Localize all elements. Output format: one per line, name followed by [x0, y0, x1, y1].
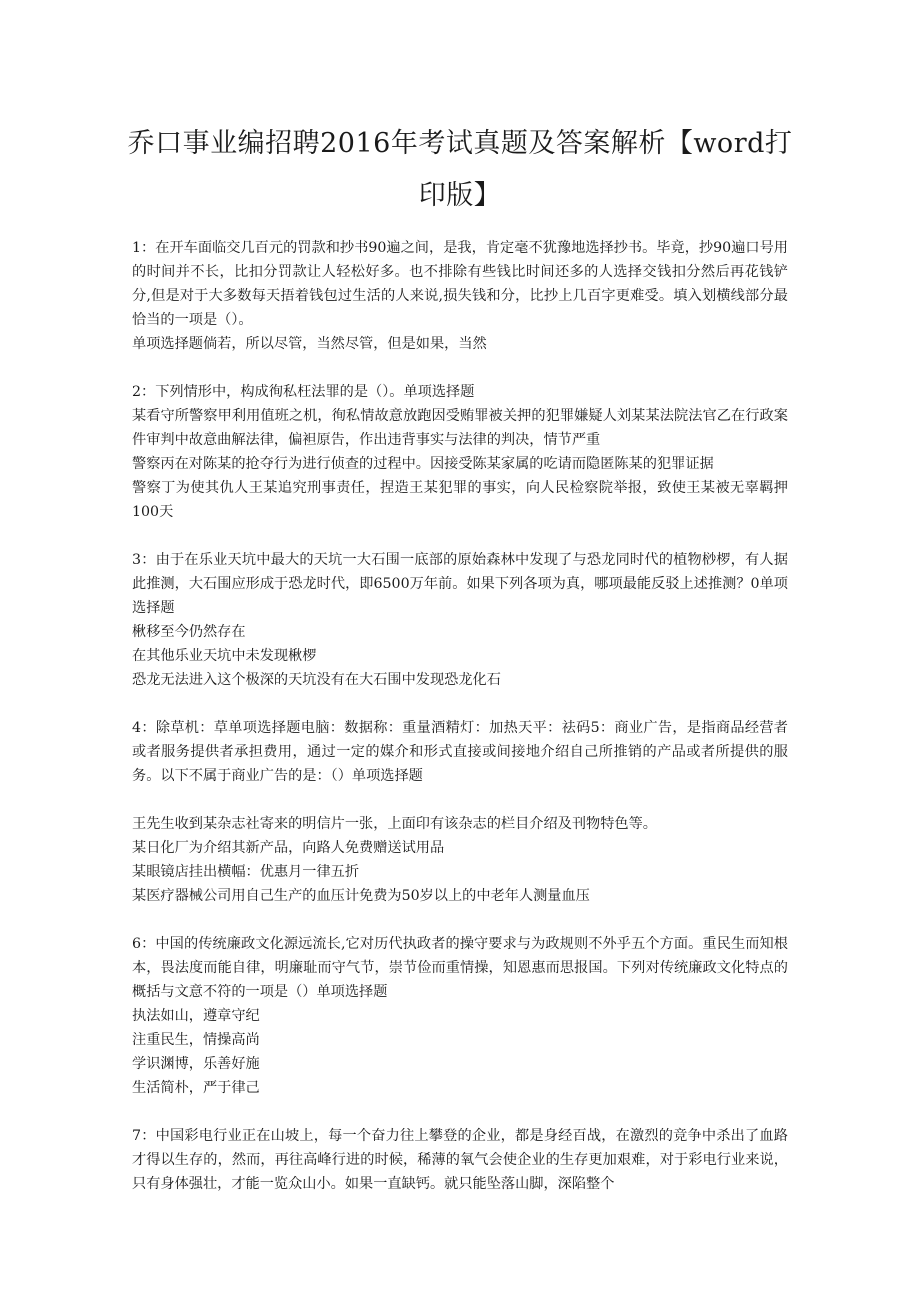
question-4 — [132, 716, 788, 908]
question-option: 生活简朴，严于律己 — [132, 1080, 260, 1096]
question-option: 警察丙在对陈某的抢夺行为进行侦查的过程中。因接受陈某家属的吃请而隐匿陈某的犯罪证据 — [132, 456, 714, 472]
question-3 — [132, 548, 788, 692]
question-option: 某医疗器械公司用自己生产的血压计免费为50岁以上的中老年人测量血压 — [132, 888, 590, 904]
question-stem: 4：除草机：草单项选择题电脑：数据称：重量酒精灯：加热天平：祛码5：商业广告，是指商品经营者或者服务提供者承担费用，通过一定的媒介和形式直接或间接地介绍自己所推销的产品或者所提供的服务。以下不属于商业广告的是：（）单项选择题 — [132, 720, 788, 784]
question-stem: 2：下列情形中，构成徇私枉法罪的是（）。单项选择题 — [132, 384, 475, 400]
question-6 — [132, 932, 788, 1100]
question-1 — [132, 236, 788, 356]
blank-line — [132, 788, 788, 812]
question-option: 某日化厂为介绍其新产品，向路人免费赠送试用品 — [132, 840, 445, 856]
question-option: 注重民生，情操高尚 — [132, 1032, 260, 1048]
question-7 — [132, 1124, 788, 1196]
question-option: 某看守所警察甲利用值班之机，徇私情故意放跑因受贿罪被关押的犯罪嫌疑人刘某某法院法官乙在行政案件审判中故意曲解法律，偏袒原告，作出违背事实与法律的判决，情节严重 — [132, 408, 788, 448]
document-body — [132, 236, 788, 1220]
question-option: 单项选择题倘若，所以尽管，当然尽管，但是如果，当然 — [132, 336, 487, 352]
question-option: 在其他乐业天坑中未发现楸椤 — [132, 648, 317, 664]
question-option: 警察丁为使其仇人王某追究刑事责任，捏造王某犯罪的事实，向人民检察院举报，致使王某被无辜羁押100天 — [132, 480, 788, 520]
question-stem: 3：由于在乐业天坑中最大的天坑一大石围一底部的原始森林中发现了与恐龙同时代的植物桫椤，有人据此推测，大石围应形成于恐龙时代，即6500万年前。如果下列各项为真，哪项最能反驳上述推测？0单项选择题 — [132, 552, 788, 616]
question-option: 王先生收到某杂志社寄来的明信片一张，上面印有该杂志的栏目介绍及刊物特色等。 — [132, 816, 657, 832]
question-stem: 6：中国的传统廉政文化源远流长,它对历代执政者的操守要求与为政规则不外乎五个方面。重民生而知根本，畏法度而能自律，明廉耻而守气节，崇节俭而重情操，知恩惠而思报国。下列对传统廉政文化特点的概括与文意不符的一项是（）单项选择题 — [132, 936, 788, 1000]
question-option: 恐龙无法进入这个极深的天坑没有在大石围中发现恐龙化石 — [132, 672, 501, 688]
question-2 — [132, 380, 788, 524]
question-option: 执法如山，遵章守纪 — [132, 1008, 260, 1024]
question-option: 某眼镜店挂出横幅：优惠月一律五折 — [132, 864, 360, 880]
question-stem: 1：在开车面临交几百元的罚款和抄书90遍之间，是我，肯定毫不犹豫地选择抄书。毕竟，抄90遍口号用的时间并不长，比扣分罚款让人轻松好多。也不排除有些钱比时间还多的人选择交钱扣分然后再花钱铲分,但是对于大多数每天捂着钱包过生活的人来说,损失钱和分，比抄上几百字更难受。填入划横线部分最恰当的一项是（）。 — [132, 240, 788, 328]
document-title: 乔口事业编招聘2016年考试真题及答案解析【word打印版】 — [127, 128, 793, 211]
question-option: 楸移至今仍然存在 — [132, 624, 246, 640]
question-option: 学识渊博，乐善好施 — [132, 1056, 260, 1072]
question-stem: 7：中国彩电行业正在山坡上，每一个奋力往上攀登的企业，都是身经百战，在激烈的竞争中杀出了血路才得以生存的，然而，再往高峰行进的时候，稀薄的氧气会使企业的生存更加艰难，对于彩电行业来说，只有身体强壮，才能一览众山小。如果一直缺钙。就只能坠落山脚，深陷整个 — [132, 1128, 788, 1192]
